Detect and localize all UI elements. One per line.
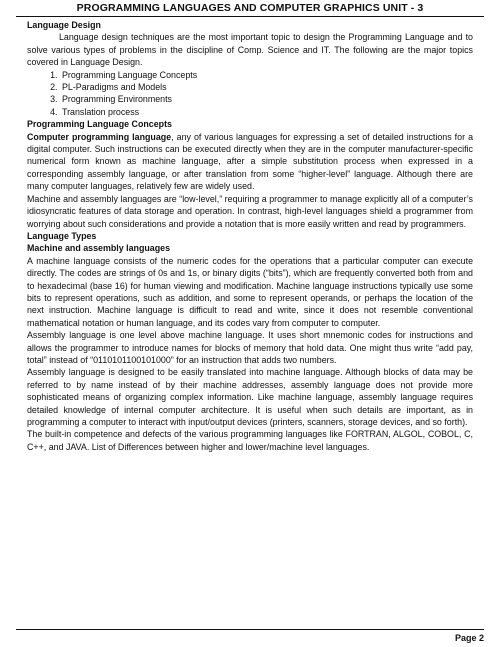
footer-rule (16, 629, 484, 630)
list-item: 1. Programming Language Concepts (60, 69, 473, 81)
concepts-paragraph-2: Machine and assembly languages are “low-level,” requiring a programmer to manage explicitly all of a computer’s idiosyncratic features of data storage and operation. In contrast, high-level languages shield a programmer from worrying about such considerations and provide a notation that is more easily written and read by programmers. (27, 193, 473, 229)
header-rule (16, 16, 484, 17)
types-paragraph-2: Assembly language is one level above machine language. It uses short mnemonic codes for instructions and allows the programmer to introduce names for blocks of memory that hold data. One might thus write “add pay, total” instead of “0110101100101000” for an instruction that adds two numbers. (27, 330, 473, 365)
page-content (27, 19, 473, 453)
types-paragraph-3: Assembly language is designed to be easily translated into machine language. Although blocks of data may be referred to by name instead of by their machine addresses, assembly language does not provide more sophisticated means of organizing complex information. Like machine language, assembly language requires detailed knowledge of internal computer architecture. It is useful when such details are important, as in programming a computer to interact with input/output devices (printers, scanners, storage devices, and so forth). (27, 367, 473, 427)
list-item: 2. PL-Paradigms and Models (60, 81, 473, 93)
concepts-paragraph-1-text: , any of various languages for expressing a set of detailed instructions for a digital computer. Such instructions can be executed directly when they are in the computer manufacturer-specific numerical form known as machine language, after a simple substitution process when expressed in a corresponding assembly language, or after translation from some “higher-level” language. Although there are many computer languages, relatively few are widely used. (27, 131, 474, 192)
heading-language-types: Language Types (27, 230, 97, 241)
design-intro: Language design techniques are the most important topic to design the Programming Language and to solve various types of problems in the discipline of Comp. Science and IT. The following are the major topics covered in Language Design. (27, 32, 473, 68)
term-computer-programming-language: Computer programming language (27, 131, 172, 142)
design-topics-list (27, 69, 473, 119)
heading-language-design: Language Design (27, 20, 101, 30)
heading-pl-concepts: Programming Language Concepts (27, 119, 172, 130)
page-number: Page 2 (454, 633, 484, 643)
types-paragraph-1: A machine language consists of the numeric codes for the operations that a particular computer can execute directly. The codes are strings of 0s and 1s, or binary digits (“bits”), which are frequently converted both from and to hexadecimal (base 16) for human viewing and modification. Machine language instructions typically use some bits to represent operations, such as addition, and some to represent operands, or perhaps the location of the next instruction. Machine language is difficult to read and write, since it does not resemble conventional mathematical notation or human language, and its codes vary from computer to computer. (27, 255, 473, 328)
heading-machine-assembly: Machine and assembly languages (27, 243, 171, 254)
page-header: PROGRAMMING LANGUAGES AND COMPUTER GRAPHICS UNIT - 3 (76, 2, 424, 14)
list-item: 4. Translation process (60, 106, 473, 118)
types-paragraph-4: The built-in competence and defects of the various programming languages like FORTRAN, ALGOL, COBOL, C, C++, and JAVA. List of Differences between higher and lower/machine level languages. (27, 429, 473, 452)
list-item: 3. Programming Environments (60, 93, 473, 105)
concepts-paragraph-1 (27, 131, 473, 193)
